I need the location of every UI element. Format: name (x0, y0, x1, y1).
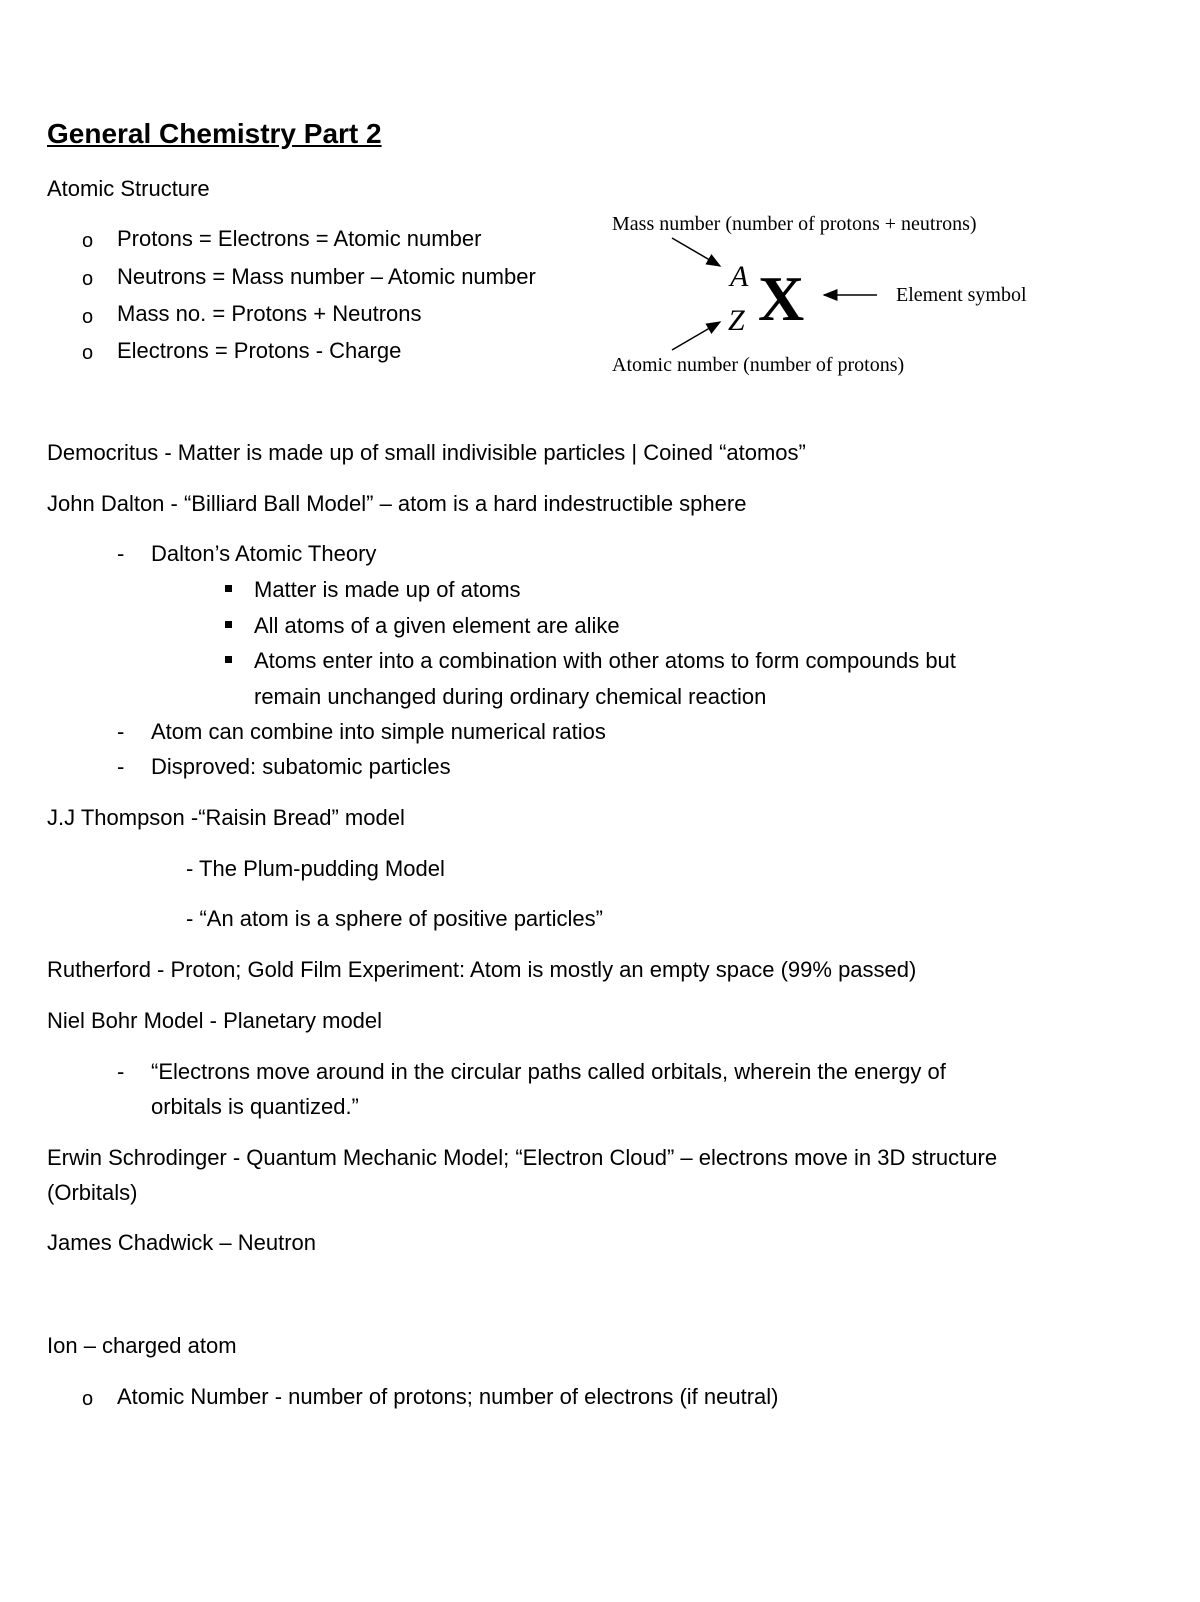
element-symbol-label: Element symbol (896, 284, 1027, 306)
arrow-icon (672, 322, 720, 350)
dash-bullet: - (117, 754, 125, 779)
dalton-theory: Dalton’s Atomic Theory (151, 541, 377, 566)
thompson-line: J.J Thompson -“Raisin Bread” model (47, 805, 405, 830)
list-item: Neutrons = Mass number – Atomic number (117, 264, 536, 289)
page-title: General Chemistry Part 2 (47, 118, 382, 149)
list-item: Protons = Electrons = Atomic number (117, 226, 482, 251)
dalton-disproved: Disproved: subatomic particles (151, 754, 451, 779)
atomic-structure-heading: Atomic Structure (47, 176, 210, 201)
bohr-line: Niel Bohr Model - Planetary model (47, 1008, 383, 1033)
bullet-circle-icon: o (82, 268, 94, 290)
dash-bullet: - (117, 719, 125, 744)
list-item-continuation: remain unchanged during ordinary chemical reaction (254, 684, 767, 709)
list-item: Mass no. = Protons + Neutrons (117, 301, 422, 326)
ion-line: Ion – charged atom (47, 1333, 237, 1358)
dalton-ratios: Atom can combine into simple numerical ratios (151, 719, 606, 744)
schrodinger-line-1: Erwin Schrodinger - Quantum Mechanic Model; “Electron Cloud” – electrons move in 3D structure (47, 1145, 998, 1170)
square-bullet-icon (225, 621, 232, 628)
list-item: Atoms enter into a combination with other atoms to form compounds but (254, 648, 956, 673)
thompson-sub-2: - “An atom is a sphere of positive particles” (186, 906, 603, 931)
list-item: Matter is made up of atoms (254, 577, 521, 602)
bohr-quote-2: orbitals is quantized.” (151, 1094, 359, 1119)
atomic-number-label: Atomic number (number of protons) (612, 354, 905, 376)
schrodinger-line-2: (Orbitals) (47, 1180, 138, 1205)
mass-number-label: Mass number (number of protons + neutrons) (612, 213, 977, 235)
element-symbol: X (758, 263, 805, 334)
democritus-line: Democritus - Matter is made up of small indivisible particles | Coined “atomos” (47, 440, 806, 465)
chadwick-line: James Chadwick – Neutron (47, 1230, 317, 1255)
dash-bullet: - (117, 541, 125, 566)
rutherford-line: Rutherford - Proton; Gold Film Experiment: Atom is mostly an empty space (99% passed) (47, 957, 917, 982)
list-item: All atoms of a given element are alike (254, 613, 620, 638)
atomic-number-symbol: Z (728, 304, 745, 337)
list-item: Electrons = Protons - Charge (117, 338, 402, 363)
arrow-icon (672, 238, 720, 266)
thompson-sub-1: - The Plum-pudding Model (186, 856, 445, 881)
bullet-circle-icon: o (82, 342, 94, 364)
nuclide-notation-diagram (612, 208, 1072, 388)
square-bullet-icon (225, 585, 232, 592)
square-bullet-icon (225, 656, 232, 663)
bullet-circle-icon: o (82, 306, 94, 328)
dalton-line: John Dalton - “Billiard Ball Model” – atom is a hard indestructible sphere (47, 491, 747, 516)
bullet-circle-icon: o (82, 1388, 94, 1410)
mass-number-symbol: A (730, 260, 749, 293)
dash-bullet: - (117, 1059, 125, 1084)
bullet-circle-icon: o (82, 230, 94, 252)
bohr-quote-1: “Electrons move around in the circular paths called orbitals, wherein the energy of (151, 1059, 946, 1084)
ion-item: Atomic Number - number of protons; number of electrons (if neutral) (117, 1384, 779, 1409)
